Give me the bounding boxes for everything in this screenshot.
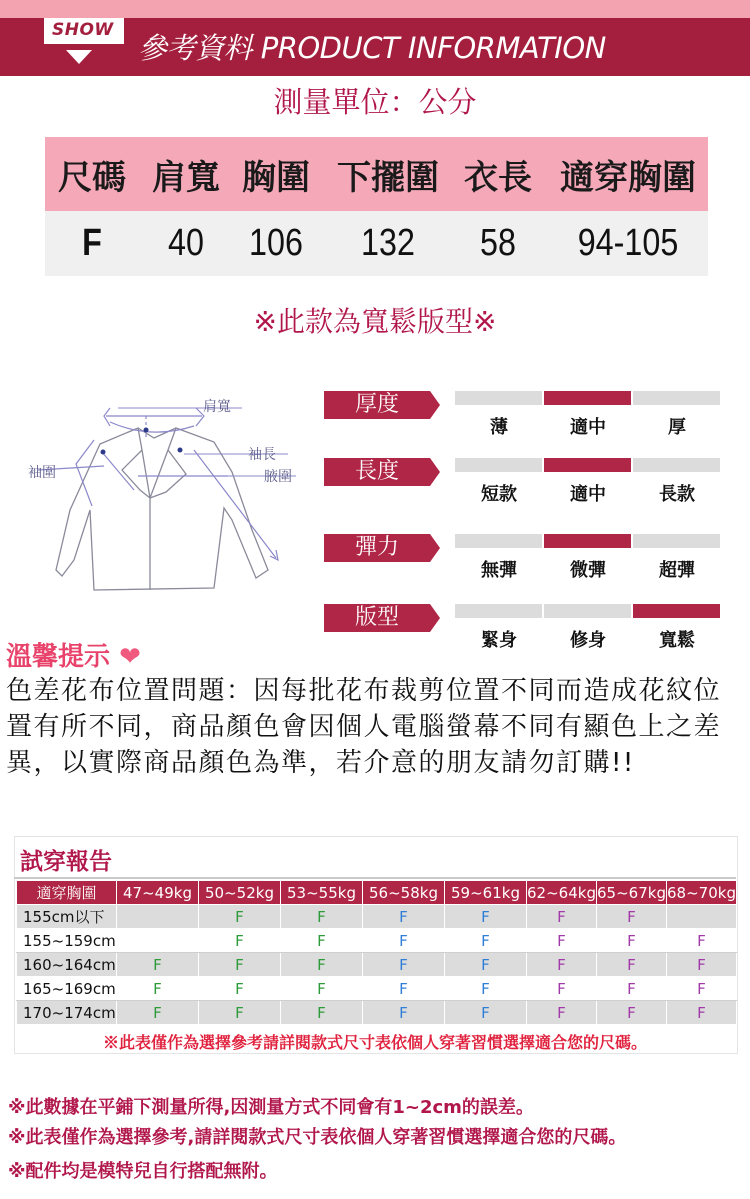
fitting-header-row bbox=[17, 881, 737, 905]
fitting-cell: F bbox=[527, 1001, 597, 1025]
fitting-cell bbox=[117, 905, 199, 929]
attribute-level-segment bbox=[455, 458, 542, 472]
attribute-label: 長度 bbox=[324, 458, 430, 486]
divider bbox=[14, 877, 736, 879]
attribute-level-segment bbox=[455, 604, 542, 618]
fitting-weight-header: 62~64kg bbox=[527, 881, 597, 905]
fitting-cell: F bbox=[445, 977, 527, 1001]
fitting-cell: F bbox=[597, 905, 667, 929]
fitting-cell: F bbox=[527, 977, 597, 1001]
attribute-arrow-icon bbox=[430, 458, 440, 486]
fitting-cell: F bbox=[281, 953, 363, 977]
fitting-cell: F bbox=[597, 1001, 667, 1025]
attribute-level-segment bbox=[544, 604, 631, 618]
size-value-cell: F bbox=[82, 222, 102, 264]
note-measurement: ※此數據在平鋪下測量所得,因測量方式不同會有1~2cm的誤差。 bbox=[8, 1097, 534, 1118]
fitting-cell: F bbox=[667, 977, 737, 1001]
fitting-cell: F bbox=[363, 1001, 445, 1025]
fitting-cell: F bbox=[527, 905, 597, 929]
attribute-option: 厚 bbox=[668, 417, 686, 438]
attribute-arrow-icon bbox=[430, 391, 440, 419]
size-value-cell: 94-105 bbox=[577, 222, 679, 264]
fitting-cell: F bbox=[199, 1001, 281, 1025]
label-sleeve-length: 袖長 bbox=[248, 447, 276, 463]
attribute-level-segment bbox=[633, 604, 720, 618]
fitting-cell: F bbox=[281, 905, 363, 929]
fitting-cell: F bbox=[445, 1001, 527, 1025]
fitting-cell bbox=[667, 905, 737, 929]
attribute-option: 微彈 bbox=[570, 560, 606, 581]
attribute-option: 超彈 bbox=[659, 560, 695, 581]
fitting-corner-cell: 適穿胸圍 bbox=[17, 881, 117, 905]
table-row bbox=[17, 905, 737, 929]
fitting-cell: F bbox=[667, 953, 737, 977]
fitting-cell: F bbox=[363, 929, 445, 953]
garment-diagram bbox=[18, 380, 318, 620]
fitting-weight-header: 59~61kg bbox=[445, 881, 527, 905]
label-shoulder: 肩寬 bbox=[203, 399, 231, 415]
fitting-height-label: 155cm以下 bbox=[17, 905, 117, 929]
fitting-cell: F bbox=[445, 905, 527, 929]
fitting-cell: F bbox=[445, 929, 527, 953]
fitting-weight-header: 47~49kg bbox=[117, 881, 199, 905]
fitting-weight-header: 65~67kg bbox=[597, 881, 667, 905]
attribute-level-segment bbox=[544, 391, 631, 405]
fitting-cell: F bbox=[363, 977, 445, 1001]
attribute-option: 薄 bbox=[490, 417, 508, 438]
measurement-unit: 測量單位：公分 bbox=[273, 85, 477, 119]
show-label: SHOW bbox=[52, 20, 114, 40]
fitting-weight-header: 68~70kg bbox=[667, 881, 737, 905]
fitting-report-title: 試穿報告 bbox=[20, 849, 112, 875]
fitting-cell: F bbox=[363, 953, 445, 977]
fitting-cell: F bbox=[667, 1001, 737, 1025]
size-header-cell: 胸圍 bbox=[242, 158, 310, 198]
fitting-weight-header: 56~58kg bbox=[363, 881, 445, 905]
table-row bbox=[17, 1001, 737, 1025]
attribute-arrow-icon bbox=[430, 534, 440, 562]
fitting-weight-header: 53~55kg bbox=[281, 881, 363, 905]
fitting-cell: F bbox=[199, 929, 281, 953]
fitting-cell: F bbox=[199, 953, 281, 977]
fitting-height-label: 160~164cm bbox=[17, 953, 117, 977]
fitting-cell: F bbox=[527, 929, 597, 953]
size-value-cell: 132 bbox=[361, 222, 415, 264]
attribute-arrow-icon bbox=[430, 604, 440, 632]
heart-icon: ❤ bbox=[119, 642, 141, 672]
fitting-height-label: 170~174cm bbox=[17, 1001, 117, 1025]
fitting-report-footnote: ※此表僅作為選擇參考請詳閱款式尺寸表依個人穿著習慣選擇適合您的尺碼。 bbox=[102, 1033, 647, 1052]
size-header-cell: 衣長 bbox=[464, 158, 532, 198]
attribute-level-segment bbox=[455, 391, 542, 405]
attribute-level-segment bbox=[544, 534, 631, 548]
tips-title bbox=[6, 636, 141, 673]
attribute-level-segment bbox=[455, 534, 542, 548]
note-accessories: ※配件均是模特兒自行搭配無附。 bbox=[8, 1161, 278, 1182]
size-header-cell: 肩寬 bbox=[152, 158, 220, 198]
fitting-weight-header: 50~52kg bbox=[199, 881, 281, 905]
size-header-cell: 下擺圍 bbox=[337, 158, 439, 198]
size-value-cell: 58 bbox=[480, 222, 516, 264]
fit-note: ※此款為寬鬆版型※ bbox=[253, 305, 497, 338]
fitting-cell: F bbox=[117, 977, 199, 1001]
table-row bbox=[17, 977, 737, 1001]
attribute-level-segment bbox=[633, 391, 720, 405]
fitting-cell: F bbox=[281, 1001, 363, 1025]
attribute-level-segment bbox=[544, 458, 631, 472]
note-reference: ※此表僅作為選擇參考,請詳閱款式尺寸表依個人穿著習慣選擇適合您的尺碼。 bbox=[8, 1127, 627, 1148]
attribute-label: 彈力 bbox=[324, 534, 430, 562]
attribute-option: 修身 bbox=[570, 630, 606, 651]
attribute-level-segment bbox=[633, 534, 720, 548]
fitting-cell: F bbox=[117, 953, 199, 977]
fitting-height-label: 165~169cm bbox=[17, 977, 117, 1001]
attribute-level-segment bbox=[633, 458, 720, 472]
fitting-cell: F bbox=[597, 929, 667, 953]
label-sleeve-circ: 袖圍 bbox=[28, 465, 56, 481]
size-value-cell: 106 bbox=[249, 222, 303, 264]
size-header-cell: 適穿胸圍 bbox=[560, 158, 696, 198]
attribute-option: 緊身 bbox=[481, 630, 517, 651]
fitting-cell: F bbox=[199, 905, 281, 929]
size-header-cell: 尺碼 bbox=[58, 158, 126, 198]
attribute-option: 適中 bbox=[570, 484, 606, 505]
table-row bbox=[17, 953, 737, 977]
tips-body: 色差花布位置問題：因每批花布裁剪位置不同而造成花紋位置有所不同，商品顏色會因個人電腦螢幕不同有顯色上之差異，以實際商品顏色為準，若介意的朋友請勿訂購!! bbox=[6, 676, 722, 778]
attribute-option: 寬鬆 bbox=[659, 630, 695, 651]
label-waist: 腋圍 bbox=[264, 469, 292, 485]
fitting-cell: F bbox=[667, 929, 737, 953]
fitting-cell: F bbox=[445, 953, 527, 977]
fitting-height-label: 155~159cm bbox=[17, 929, 117, 953]
attribute-label: 厚度 bbox=[324, 391, 430, 419]
attribute-option: 短款 bbox=[481, 484, 517, 505]
fitting-cell: F bbox=[597, 953, 667, 977]
fitting-cell: F bbox=[281, 977, 363, 1001]
show-arrow-icon bbox=[66, 50, 92, 64]
attribute-option: 適中 bbox=[570, 417, 606, 438]
attribute-option: 無彈 bbox=[481, 560, 517, 581]
table-row bbox=[17, 929, 737, 953]
fitting-cell: F bbox=[363, 905, 445, 929]
fitting-cell: F bbox=[597, 977, 667, 1001]
fitting-cell: F bbox=[281, 929, 363, 953]
page-title: 參考資料 PRODUCT INFORMATION bbox=[138, 31, 606, 65]
size-value-cell: 40 bbox=[168, 222, 204, 264]
fitting-cell bbox=[117, 929, 199, 953]
attribute-label: 版型 bbox=[324, 604, 430, 632]
fitting-cell: F bbox=[199, 977, 281, 1001]
attribute-option: 長款 bbox=[659, 484, 695, 505]
fitting-cell: F bbox=[527, 953, 597, 977]
fitting-cell: F bbox=[117, 1001, 199, 1025]
fitting-report-table bbox=[16, 880, 737, 1025]
tips-title-text: 溫馨提示 bbox=[6, 642, 111, 672]
header-top-strip bbox=[0, 0, 750, 18]
